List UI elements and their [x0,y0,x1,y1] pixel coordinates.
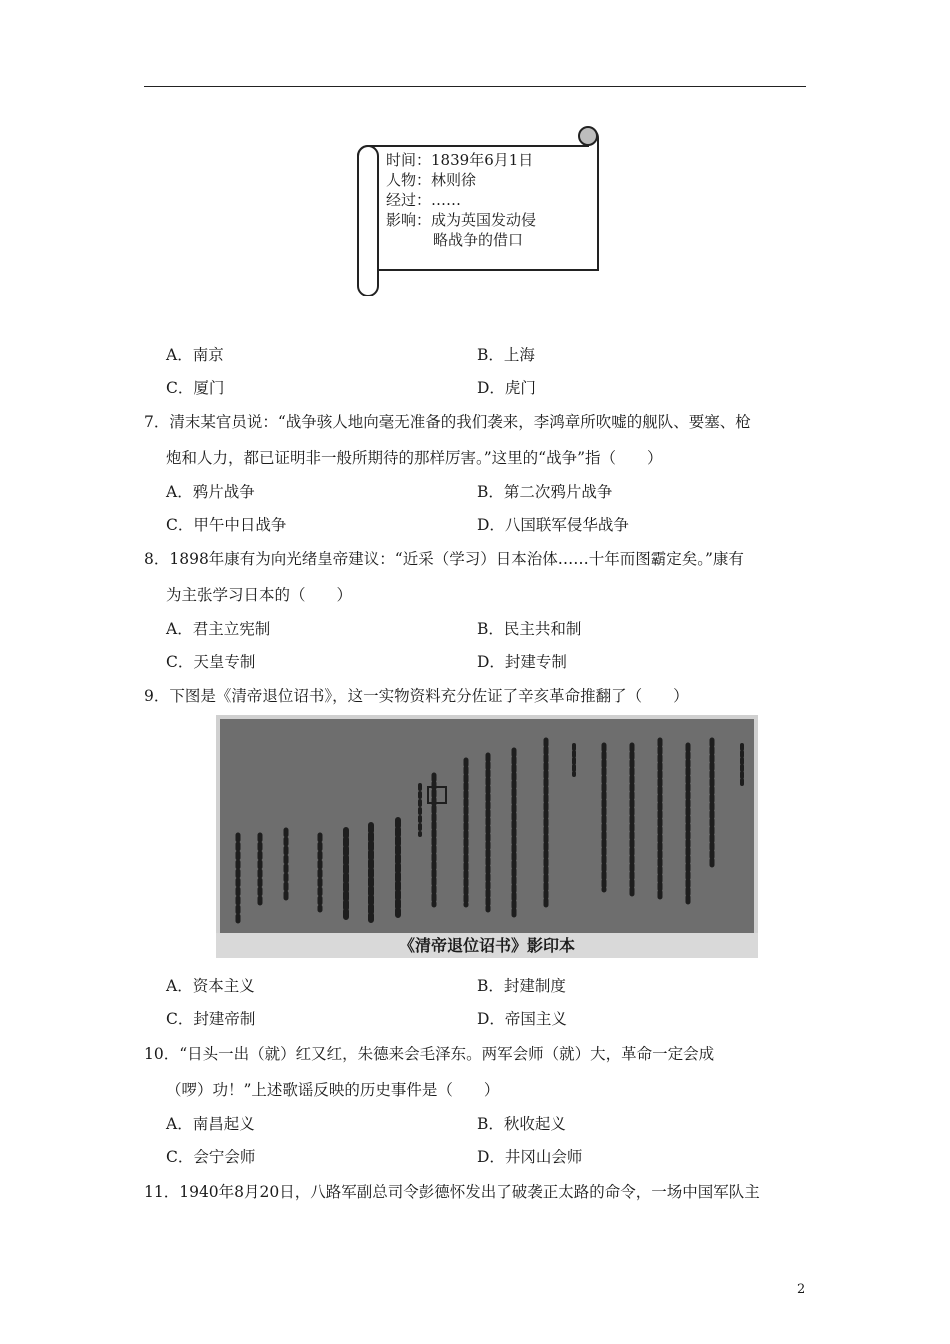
q10-option-a: A．南昌起义 [166,1115,255,1133]
time-value: 1839年6月1日 [431,151,534,169]
q8-option-a: A．君主立宪制 [166,620,271,638]
abdication-edict-photo [216,715,758,958]
q9-option-a: A．资本主义 [166,977,255,995]
q8-option-d: D．封建专制 [477,653,567,671]
q9-stem-line1: 9．下图是《清帝退位诏书》，这一实物资料充分佐证了辛亥革命推翻了（ ） [144,687,689,705]
q7-option-c: C．甲午中日战争 [166,516,287,534]
q6-option-b: B．上海 [477,346,535,364]
q6-option-d: D．虎门 [477,379,536,397]
q8-stem-line1: 8．1898年康有为向光绪皇帝建议：“近采（学习）日本治体……十年而图霸定矣。”康有 [144,550,744,568]
q10-stem-line1: 10．“日头一出（就）红又红，朱德来会毛泽东。两军会师（就）大，革命一定会成 [144,1045,715,1063]
q11-stem-line1: 11．1940年8月20日，八路军副总司令彭德怀发出了破袭正太路的命令，一场中国军队主 [144,1183,760,1201]
time-label: 时间： [386,151,432,169]
q6-option-a: A．南京 [166,346,224,364]
scroll-text [386,150,591,250]
q10-option-d: D．井冈山会师 [477,1148,583,1166]
impact-label: 影响： [386,211,432,229]
person-value: 林则徐 [431,171,477,189]
q7-stem-line1: 7．清末某官员说：“战争骇人地向毫无准备的我们袭来，李鸿章所吹嘘的舰队、要塞、枪 [144,413,751,431]
q7-option-d: D．八国联军侵华战争 [477,516,629,534]
process-value: …… [431,191,462,209]
photo-caption: 《清帝退位诏书》影印本 [398,936,576,955]
process-label: 经过： [386,191,432,209]
q10-option-c: C．会宁会师 [166,1148,256,1166]
q7-stem-line2: 炮和人力，都已证明非一般所期待的那样厉害。”这里的“战争”指（ ） [166,449,663,467]
page-number: 2 [797,1282,806,1297]
q10-stem-line2: （啰）功！”上述歌谣反映的历史事件是（ ） [166,1081,500,1099]
impact-line1: 成为英国发动侵 [431,211,537,229]
q7-option-a: A．鸦片战争 [166,483,255,501]
q9-option-b: B．封建制度 [477,977,566,995]
q8-option-b: B．民主共和制 [477,620,582,638]
q9-option-d: D．帝国主义 [477,1010,567,1028]
q10-option-b: B．秋收起义 [477,1115,566,1133]
impact-line2: 略战争的借口 [433,231,524,249]
person-label: 人物： [386,171,432,189]
header-rule [144,86,806,87]
q9-option-c: C．封建帝制 [166,1010,256,1028]
q8-stem-line2: 为主张学习日本的（ ） [166,586,353,604]
q7-option-b: B．第二次鸦片战争 [477,483,613,501]
q6-option-c: C．厦门 [166,379,225,397]
q8-option-c: C．天皇专制 [166,653,256,671]
